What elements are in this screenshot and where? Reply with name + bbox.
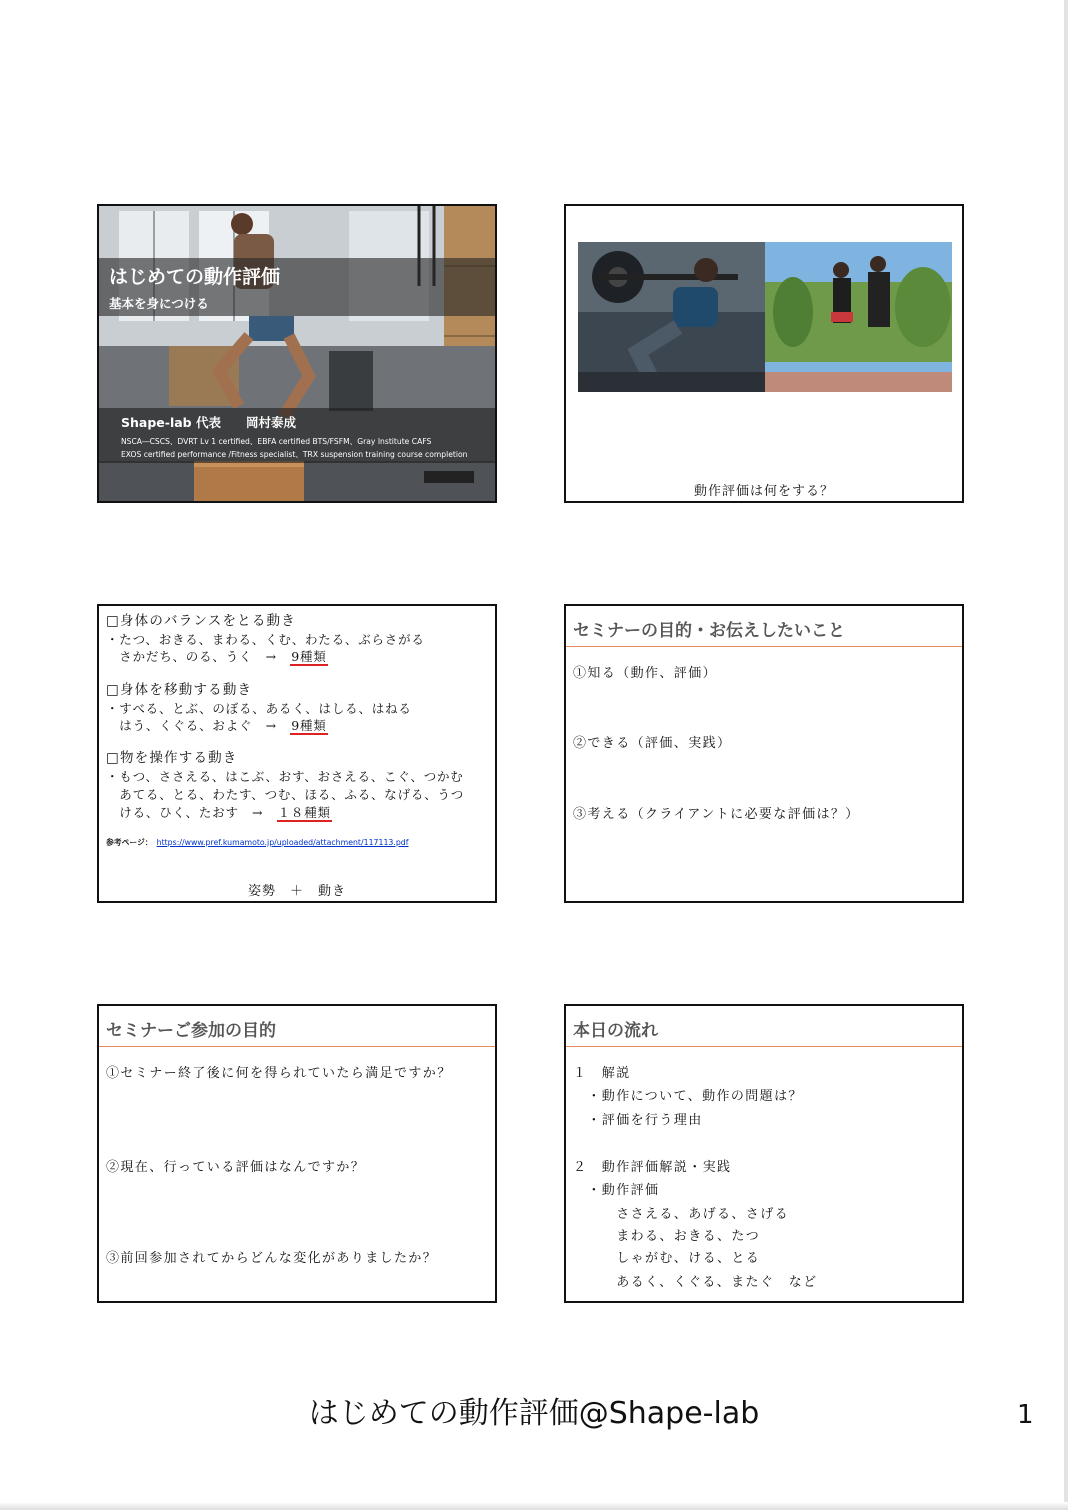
slide-title: セミナーの目的・お伝えしたいこと: [573, 621, 845, 641]
slide-footer-text: 姿勢 ＋ 動き: [247, 884, 346, 899]
document-footer-title: はじめての動作評価@Shape-lab: [308, 1396, 760, 1431]
group-manipulation-count: １８種類: [277, 805, 331, 820]
slide-2: [564, 204, 964, 503]
group-heading-locomotion: □身体を移動する動き: [106, 682, 253, 698]
group-balance-line-2: [106, 648, 328, 665]
agenda-movement-line-4: あるく、くぐる、またぐ など: [573, 1275, 818, 1290]
agenda-section-1-item-1: ・動作について、動作の問題は？: [573, 1089, 803, 1104]
reference: [106, 837, 409, 848]
squat-and-walking-photo: [578, 242, 952, 392]
group-locomotion-line-2: [106, 717, 328, 734]
group-locomotion-count: 9種類: [291, 718, 327, 733]
group-balance-line-1: ・たつ、おきる、まわる、くむ、わたる、ぶらさがる: [106, 632, 425, 647]
goal-item-3: ③考える（クライアントに必要な評価は？）: [573, 807, 860, 822]
agenda-movement-line-1: ささえる、あげる、さげる: [573, 1207, 790, 1222]
title-divider: [566, 1046, 962, 1047]
agenda-section-2-item-1: ・動作評価: [573, 1183, 660, 1198]
slide-5-participation-goals: [97, 1004, 497, 1303]
agenda-movement-line-3: しゃがむ、ける、とる: [573, 1251, 761, 1266]
slide-subtitle: 基本を身につける: [109, 296, 209, 311]
credentials-line-2: EXOS certified performance /Fitness specialist、TRX suspension training course completion: [121, 450, 468, 459]
agenda-section-1: １ 解説: [573, 1066, 631, 1081]
group-manipulation-line-2: あてる、とる、わたす、つむ、ほる、ふる、なげる、うつ: [106, 787, 465, 802]
group-balance-verbs: さかだち、のる、うく →: [106, 649, 291, 664]
group-manipulation-line-3: [106, 804, 332, 821]
group-locomotion-line-1: ・すべる、とぶ、のぼる、あるく、はしる、はねる: [106, 701, 412, 716]
page-edge: [1064, 0, 1068, 1510]
slide-caption: 動作評価は何をする？: [693, 484, 834, 499]
group-balance-count: 9種類: [291, 649, 327, 664]
slide-1-title: [97, 204, 497, 503]
slide-6-agenda: [564, 1004, 964, 1303]
group-heading-balance: □身体のバランスをとる動き: [106, 613, 296, 629]
page-bottom-edge: [0, 1502, 1068, 1510]
title-divider: [566, 646, 962, 647]
author-name: Shape-lab 代表 岡村泰成: [121, 415, 296, 430]
group-manipulation-verbs: ける、ひく、たおす →: [106, 805, 277, 820]
slide-title: セミナーご参加の目的: [106, 1021, 276, 1041]
agenda-section-2: ２ 動作評価解説・実践: [573, 1160, 732, 1175]
group-locomotion-verbs: はう、くぐる、およぐ →: [106, 718, 291, 733]
slide-4-seminar-goals: [564, 604, 964, 903]
page-number: 1: [1017, 1400, 1034, 1430]
agenda-movement-line-2: まわる、おきる、たつ: [573, 1229, 761, 1244]
group-heading-manipulation: □物を操作する動き: [106, 750, 238, 766]
goal-item-1: ①知る（動作、評価）: [573, 666, 718, 681]
question-item-1: ①セミナー終了後に何を得られていたら満足ですか？: [106, 1066, 452, 1081]
credentials-line-1: NSCA―CSCS、DVRT Lv 1 certified、EBFA certified BTS/FSFM、Gray Institute CAFS: [121, 437, 432, 446]
slide-title: はじめての動作評価: [109, 266, 281, 288]
title-divider: [99, 1046, 495, 1047]
reference-label: 参考ページ：: [106, 838, 153, 847]
group-manipulation-line-1: ・もつ、ささえる、はこぶ、おす、おさえる、こぐ、つかむ: [106, 769, 464, 784]
slide-3-movement-types: [97, 604, 497, 903]
question-item-3: ③前回参加されてからどんな変化がありましたか？: [106, 1251, 438, 1266]
question-item-2: ②現在、行っている評価はなんですか？: [106, 1160, 366, 1175]
goal-item-2: ②できる（評価、実践）: [573, 736, 732, 751]
slide-title: 本日の流れ: [573, 1021, 658, 1041]
agenda-section-1-item-2: ・評価を行う理由: [573, 1113, 703, 1128]
reference-link[interactable]: https://www.pref.kumamoto.jp/uploaded/attachment/117113.pdf: [156, 838, 409, 847]
